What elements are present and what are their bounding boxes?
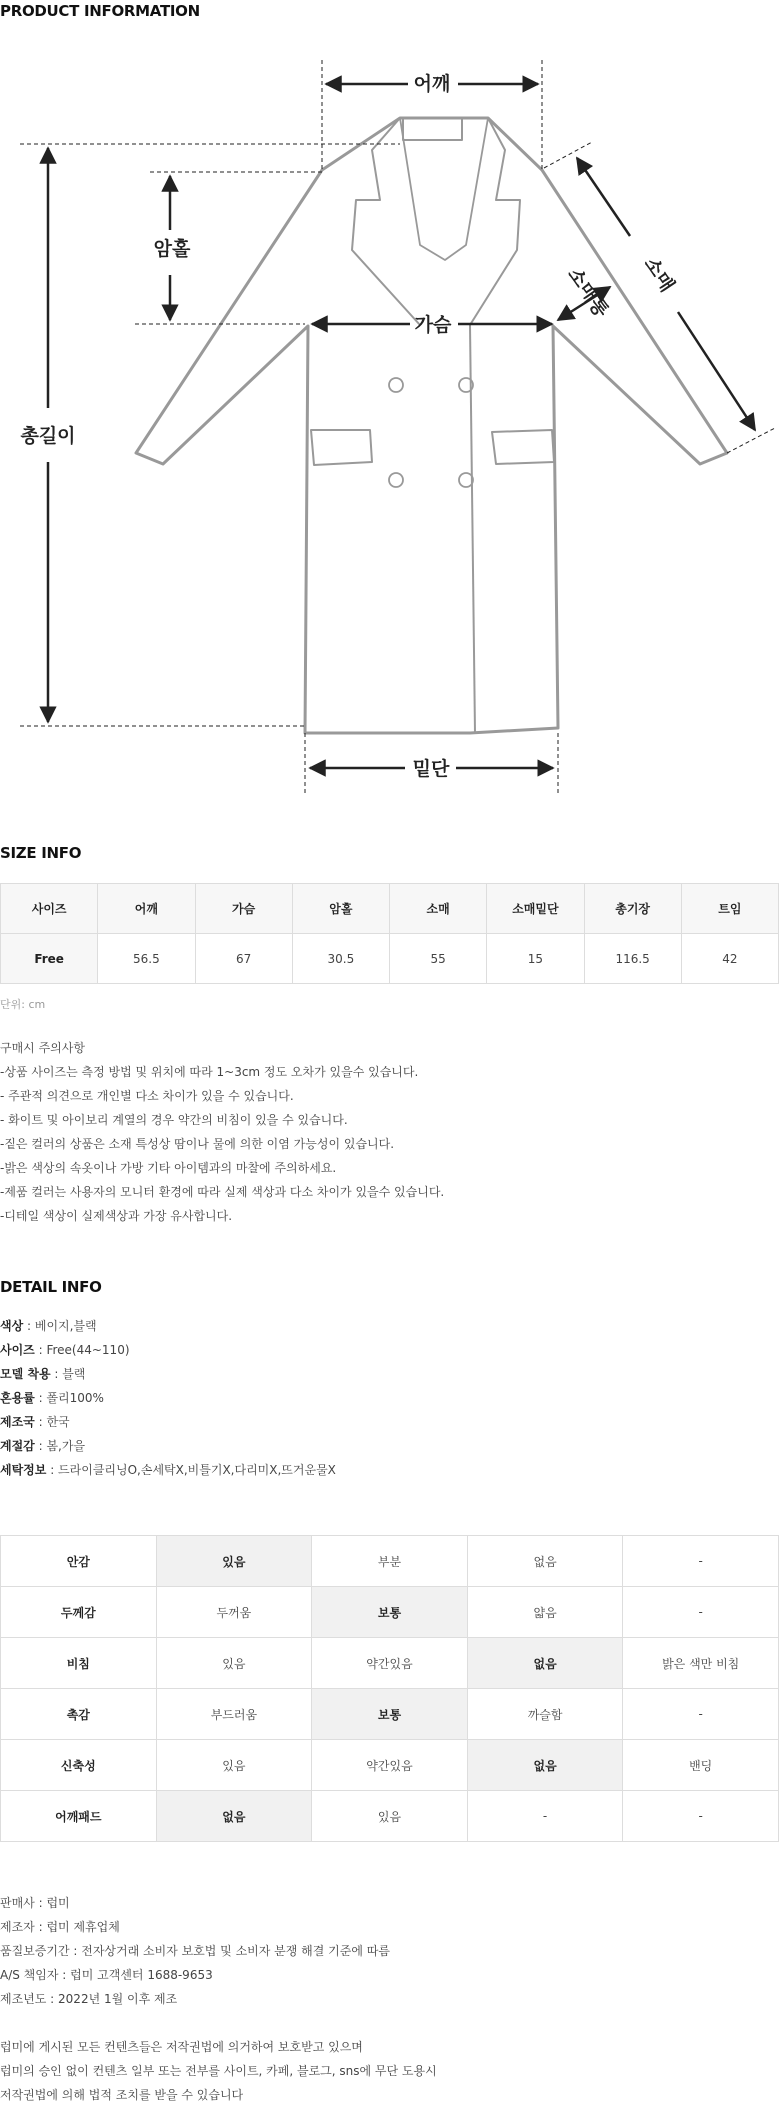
- seller-line: A/S 책임자 : 럽미 고객센터 1688-9653: [0, 1968, 213, 1982]
- attribute-option-selected: 없음: [156, 1791, 312, 1842]
- detail-item: [0, 1434, 336, 1458]
- detail-list: [0, 1314, 336, 1482]
- detail-value: : 폴리100%: [34, 1391, 104, 1405]
- size-header-cell: 사이즈: [1, 884, 98, 934]
- detail-item: [0, 1458, 336, 1482]
- size-header-cell: 가슴: [195, 884, 292, 934]
- attribute-option: 부드러움: [156, 1689, 312, 1740]
- attribute-label: 안감: [1, 1536, 157, 1587]
- attribute-table: [0, 1535, 779, 1842]
- attribute-option: -: [623, 1587, 779, 1638]
- attribute-option: -: [467, 1791, 623, 1842]
- seller-line: 제조년도 : 2022년 1월 이후 제조: [0, 1992, 178, 2006]
- seller-info: [0, 1891, 390, 2011]
- attribute-option: 약간있음: [312, 1638, 468, 1689]
- caution-line: -짙은 컬러의 상품은 소재 특성상 땀이나 물에 의한 이염 가능성이 있습니다.: [0, 1137, 395, 1151]
- size-table-row: [1, 934, 779, 984]
- caution-notes: [0, 1036, 444, 1228]
- label-hem: 밑단: [412, 758, 450, 780]
- attribute-option: 밴딩: [623, 1740, 779, 1791]
- label-shoulder: 어깨: [413, 73, 451, 95]
- copyright-notice: [0, 2035, 437, 2107]
- size-value-cell: 55: [390, 934, 487, 984]
- seller-line: 품질보증기간 : 전자상거래 소비자 보호법 및 소비자 분쟁 해결 기준에 따름: [0, 1944, 390, 1958]
- detail-item: [0, 1362, 336, 1386]
- unit-note: 단위: cm: [0, 998, 46, 1011]
- size-value-cell: 42: [681, 934, 778, 984]
- size-info-title: SIZE INFO: [0, 844, 82, 862]
- caution-line: -제품 컬러는 사용자의 모니터 환경에 따라 실제 색상과 다소 차이가 있을수 있습니다.: [0, 1185, 445, 1199]
- attribute-row: [1, 1689, 779, 1740]
- attribute-option-selected: 보통: [312, 1689, 468, 1740]
- attribute-label: 두께감: [1, 1587, 157, 1638]
- detail-info-title: DETAIL INFO: [0, 1278, 102, 1296]
- label-sleeve: 소매: [639, 253, 679, 297]
- attribute-label: 어깨패드: [1, 1791, 157, 1842]
- caution-line: -상품 사이즈는 측정 방법 및 위치에 따라 1~3cm 정도 오차가 있을수 있습니다.: [0, 1065, 419, 1079]
- attribute-option-selected: 있음: [156, 1536, 312, 1587]
- attribute-option: 얇음: [467, 1587, 623, 1638]
- attribute-row: [1, 1536, 779, 1587]
- attribute-row: [1, 1791, 779, 1842]
- attribute-option: 까슬함: [467, 1689, 623, 1740]
- copyright-line: 럽미에 게시된 모든 컨텐츠들은 저작권법에 의거하여 보호받고 있으며: [0, 2040, 363, 2054]
- attribute-option: 약간있음: [312, 1740, 468, 1791]
- product-info-title: PRODUCT INFORMATION: [0, 2, 200, 20]
- attribute-option: -: [623, 1689, 779, 1740]
- size-header-cell: 트임: [681, 884, 778, 934]
- attribute-label: 비침: [1, 1638, 157, 1689]
- size-header-cell: 소매: [390, 884, 487, 934]
- seller-line: 제조자 : 럽미 제휴업체: [0, 1920, 120, 1934]
- size-header-cell: 어깨: [98, 884, 195, 934]
- attribute-option: -: [623, 1791, 779, 1842]
- attribute-row: [1, 1587, 779, 1638]
- caution-line: -밝은 색상의 속옷이나 가방 기타 아이템과의 마찰에 주의하세요.: [0, 1161, 337, 1175]
- attribute-label: 신축성: [1, 1740, 157, 1791]
- size-value-cell: 15: [487, 934, 584, 984]
- attribute-option: 부분: [312, 1536, 468, 1587]
- size-value-cell: 56.5: [98, 934, 195, 984]
- caution-line: - 주관적 의견으로 개인별 다소 차이가 있을 수 있습니다.: [0, 1089, 294, 1103]
- size-header-cell: 암홀: [292, 884, 389, 934]
- attribute-option: 밝은 색만 비침: [623, 1638, 779, 1689]
- caution-line: -디테일 색상이 실제색상과 가장 유사합니다.: [0, 1209, 233, 1223]
- caution-line: - 화이트 및 아이보리 계열의 경우 약간의 비침이 있을 수 있습니다.: [0, 1113, 348, 1127]
- attribute-row: [1, 1740, 779, 1791]
- detail-value: : 한국: [34, 1415, 70, 1429]
- detail-value: : Free(44~110): [34, 1343, 130, 1357]
- label-chest: 가슴: [414, 314, 452, 336]
- detail-item: [0, 1386, 336, 1410]
- label-total-length: 총길이: [20, 425, 76, 447]
- detail-key: 사이즈: [0, 1343, 35, 1357]
- size-header-cell: 총기장: [584, 884, 681, 934]
- detail-key: 혼용률: [0, 1391, 35, 1405]
- detail-key: 계절감: [0, 1439, 35, 1453]
- size-value-cell: 67: [195, 934, 292, 984]
- attribute-option: 있음: [156, 1638, 312, 1689]
- detail-key: 색상: [0, 1319, 24, 1333]
- size-value-cell: 116.5: [584, 934, 681, 984]
- attribute-option: -: [623, 1536, 779, 1587]
- detail-item: [0, 1314, 336, 1338]
- attribute-option-selected: 보통: [312, 1587, 468, 1638]
- detail-key: 모델 착용: [0, 1367, 51, 1381]
- attribute-option-selected: 없음: [467, 1638, 623, 1689]
- detail-value: : 봄,가을: [34, 1439, 86, 1453]
- attribute-option: 있음: [156, 1740, 312, 1791]
- detail-value: : 베이지,블랙: [23, 1319, 97, 1333]
- attribute-row: [1, 1638, 779, 1689]
- coat-size-diagram: [0, 30, 780, 810]
- attribute-option: 두꺼움: [156, 1587, 312, 1638]
- size-table: [0, 883, 779, 984]
- detail-key: 세탁정보: [0, 1463, 47, 1477]
- attribute-option: 있음: [312, 1791, 468, 1842]
- label-armhole: 암홀: [153, 238, 191, 260]
- coat-drawing: [136, 118, 727, 733]
- detail-value: : 블랙: [50, 1367, 86, 1381]
- label-sleeve-opening: 소매통: [563, 263, 613, 322]
- size-table-header-row: [1, 884, 779, 934]
- detail-value: : 드라이클리닝O,손세탁X,비틀기X,다리미X,뜨거운물X: [46, 1463, 336, 1477]
- seller-line: 판매사 : 럽미: [0, 1896, 70, 1910]
- caution-line: 구매시 주의사항: [0, 1041, 85, 1055]
- attribute-label: 촉감: [1, 1689, 157, 1740]
- attribute-option-selected: 없음: [467, 1740, 623, 1791]
- size-value-cell: Free: [1, 934, 98, 984]
- attribute-option: 없음: [467, 1536, 623, 1587]
- size-header-cell: 소매밑단: [487, 884, 584, 934]
- detail-key: 제조국: [0, 1415, 35, 1429]
- copyright-line: 저작권법에 의해 법적 조치를 받을 수 있습니다: [0, 2088, 244, 2102]
- detail-item: [0, 1410, 336, 1434]
- detail-item: [0, 1338, 336, 1362]
- copyright-line: 럽미의 승인 없이 컨텐츠 일부 또는 전부를 사이트, 카페, 블로그, sns에 무단 도용시: [0, 2064, 437, 2078]
- size-value-cell: 30.5: [292, 934, 389, 984]
